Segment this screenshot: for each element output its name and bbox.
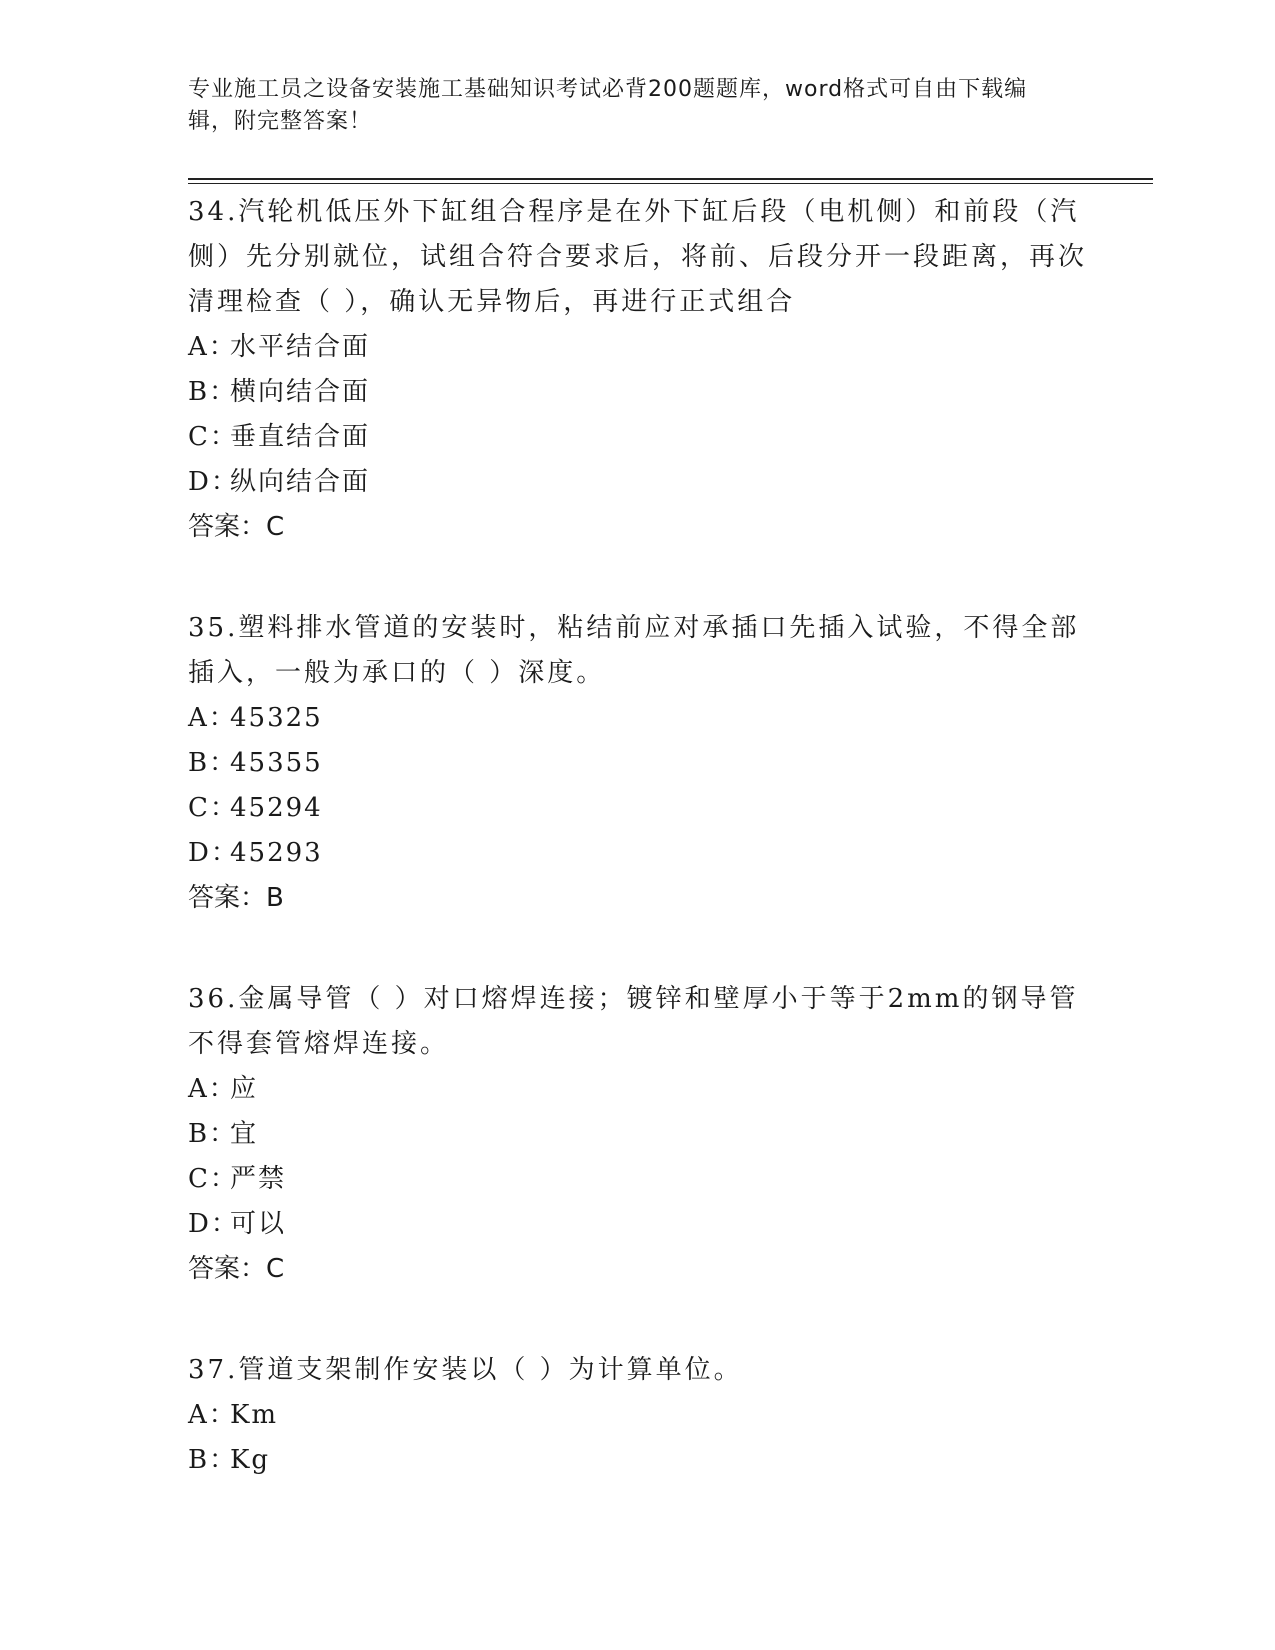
option-a [188, 1067, 1088, 1112]
option-letter: C： [188, 422, 238, 452]
question-text: 35.塑料排水管道的安装时，粘结前应对承插口先插入试验，不得全部插入，一般为承口的（ ）深度。 [188, 613, 1080, 688]
option-text: 45355 [230, 748, 323, 778]
question-35 [188, 606, 1088, 921]
option-letter: C： [188, 793, 238, 823]
option-letter: B： [188, 377, 238, 407]
option-letter: B： [188, 748, 238, 778]
option-text: Kg [230, 1445, 271, 1475]
option-d [188, 1202, 1088, 1247]
option-text: 45294 [230, 793, 323, 823]
option-text: 水平结合面 [230, 332, 371, 362]
option-text: 垂直结合面 [230, 422, 371, 452]
document-header: 专业施工员之设备安装施工基础知识考试必背200题题库，word格式可自由下载编辑，附完整答案！ [188, 77, 1028, 134]
option-letter: A： [188, 1074, 237, 1104]
option-d [188, 831, 1088, 876]
option-letter: A： [188, 1400, 237, 1430]
option-letter: B： [188, 1445, 238, 1475]
option-c [188, 786, 1088, 831]
question-37 [188, 1348, 1088, 1483]
answer-label: 答案：C [188, 1254, 285, 1284]
option-b [188, 741, 1088, 786]
question-34 [188, 190, 1088, 550]
option-letter: D： [188, 838, 239, 868]
answer-label: 答案：C [188, 512, 285, 542]
option-letter: C： [188, 1164, 238, 1194]
option-d [188, 460, 1088, 505]
question-36 [188, 977, 1088, 1292]
option-a [188, 325, 1088, 370]
option-text: Km [230, 1400, 279, 1430]
option-b [188, 1438, 1088, 1483]
option-c [188, 1157, 1088, 1202]
option-a [188, 696, 1088, 741]
question-text: 36.金属导管（ ）对口熔焊连接；镀锌和壁厚小于等于2mm的钢导管不得套管熔焊连接。 [188, 984, 1079, 1059]
option-letter: A： [188, 332, 237, 362]
option-letter: B： [188, 1119, 238, 1149]
option-b [188, 370, 1088, 415]
option-text: 纵向结合面 [230, 467, 371, 497]
question-text: 34.汽轮机低压外下缸组合程序是在外下缸后段（电机侧）和前段（汽侧）先分别就位，试组合符合要求后，将前、后段分开一段距离，再次清理检查（ ），确认无异物后，再进行正式组合 [188, 197, 1088, 317]
option-letter: D： [188, 1209, 239, 1239]
option-a [188, 1393, 1088, 1438]
header-divider-thin [188, 183, 1153, 184]
option-text: 严禁 [230, 1164, 287, 1194]
option-letter: A： [188, 703, 237, 733]
option-letter: D： [188, 467, 239, 497]
option-c [188, 415, 1088, 460]
option-text: 可以 [230, 1209, 287, 1239]
header-divider-thick [188, 178, 1153, 180]
option-text: 宜 [230, 1119, 259, 1149]
question-list [188, 190, 1088, 1499]
option-text: 45293 [230, 838, 323, 868]
question-text: 37.管道支架制作安装以（ ）为计算单位。 [188, 1355, 743, 1385]
option-text: 应 [230, 1074, 259, 1104]
option-b [188, 1112, 1088, 1157]
option-text: 横向结合面 [230, 377, 371, 407]
answer-label: 答案：B [188, 883, 284, 913]
option-text: 45325 [230, 703, 323, 733]
